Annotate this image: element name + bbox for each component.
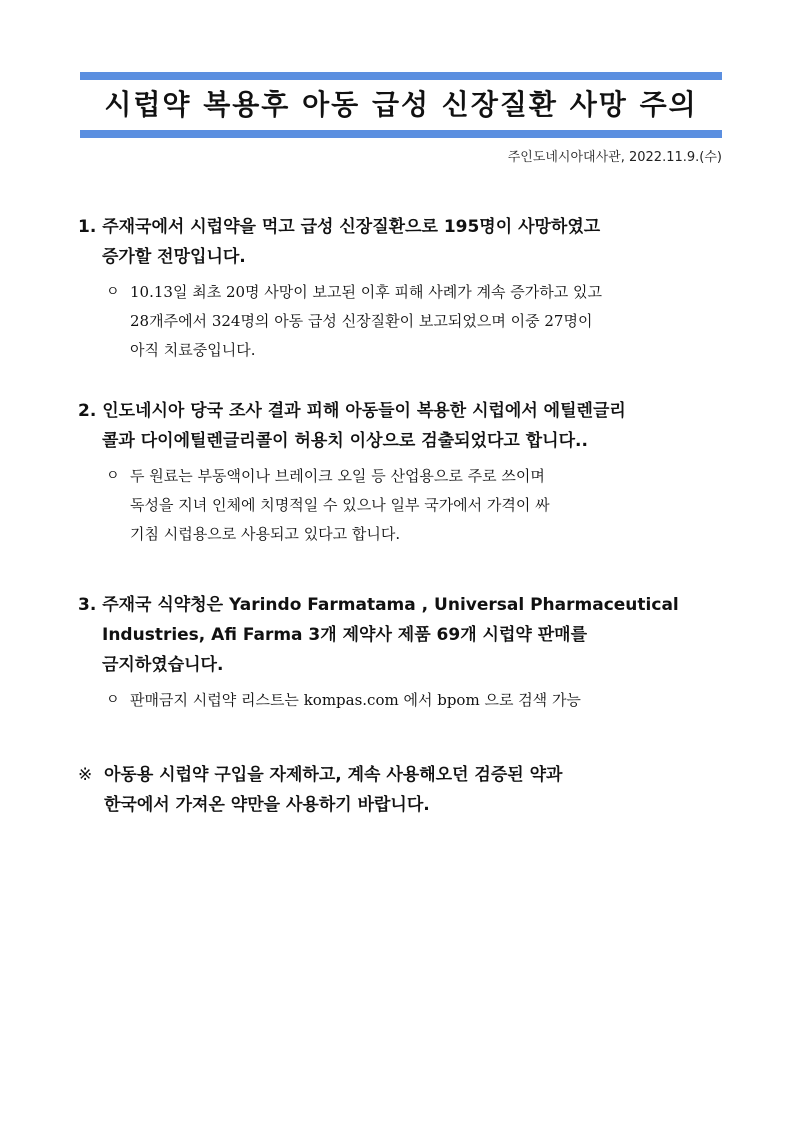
section-2-sub-line-1: 두 원료는 부동액이나 브레이크 오일 등 산업용으로 주로 쓰이며 — [130, 467, 545, 485]
section-2-heading-line-2: 콜과 다이에틸렌글리콜이 허용치 이상으로 검출되었다고 합니다.. — [102, 431, 588, 451]
section-3-heading-line-3: 금지하였습니다. — [102, 655, 224, 675]
note-line-1: 아동용 시럽약 구입을 자제하고, 계속 사용해오던 검증된 약과 — [104, 765, 563, 785]
closing-note — [78, 760, 728, 820]
section-1-sub-line-2: 28개주에서 324명의 아동 급성 신장질환이 보고되었으며 이중 27명이 — [130, 312, 593, 330]
issuer-date: 주인도네시아대사관, 2022.11.9.(수) — [507, 150, 722, 165]
section-3 — [78, 590, 728, 715]
section-1-sub-line-1: 10.13일 최초 20명 사망이 보고된 이후 피해 사례가 계속 증가하고 있고 — [130, 283, 602, 301]
title-bottom-bar — [80, 130, 722, 138]
section-1 — [78, 212, 728, 365]
title-top-bar — [80, 72, 722, 80]
bullet-icon: ㅇ — [106, 284, 120, 300]
section-3-subitem — [78, 686, 728, 715]
section-1-sub-line-3: 아직 치료중입니다. — [130, 341, 256, 359]
section-3-sub-line-1: 판매금지 시럽약 리스트는 kompas.com 에서 bpom 으로 검색 가능 — [130, 691, 581, 709]
section-2-sub-line-2: 독성을 지녀 인체에 치명적일 수 있으나 일부 국가에서 가격이 싸 — [130, 496, 550, 514]
section-1-heading-line-1: 1. 주재국에서 시럽약을 먹고 급성 신장질환으로 195명이 사망하였고 — [78, 217, 601, 237]
note-line-2: 한국에서 가져온 약만을 사용하기 바랍니다. — [104, 795, 430, 815]
section-2-subitem — [78, 462, 728, 549]
section-2 — [78, 396, 728, 549]
bullet-icon: ㅇ — [106, 692, 120, 708]
title-block — [80, 72, 722, 138]
section-1-subitem — [78, 278, 728, 365]
bullet-icon: ㅇ — [106, 468, 120, 484]
section-1-heading-line-2: 증가할 전망입니다. — [102, 247, 246, 267]
reference-mark-icon: ※ — [78, 765, 93, 785]
page-title: 시럽약 복용후 아동 급성 신장질환 사망 주의 — [104, 88, 698, 121]
section-3-heading-line-1: 3. 주재국 식약청은 Yarindo Farmatama , Universal Pharmaceutical — [78, 595, 679, 615]
section-2-sub-line-3: 기침 시럽용으로 사용되고 있다고 합니다. — [130, 525, 401, 543]
section-2-heading-line-1: 2. 인도네시아 당국 조사 결과 피해 아동들이 복용한 시럽에서 에틸렌글리 — [78, 401, 626, 421]
section-3-heading-line-2: Industries, Afi Farma 3개 제약사 제품 69개 시럽약 판매를 — [102, 625, 587, 645]
